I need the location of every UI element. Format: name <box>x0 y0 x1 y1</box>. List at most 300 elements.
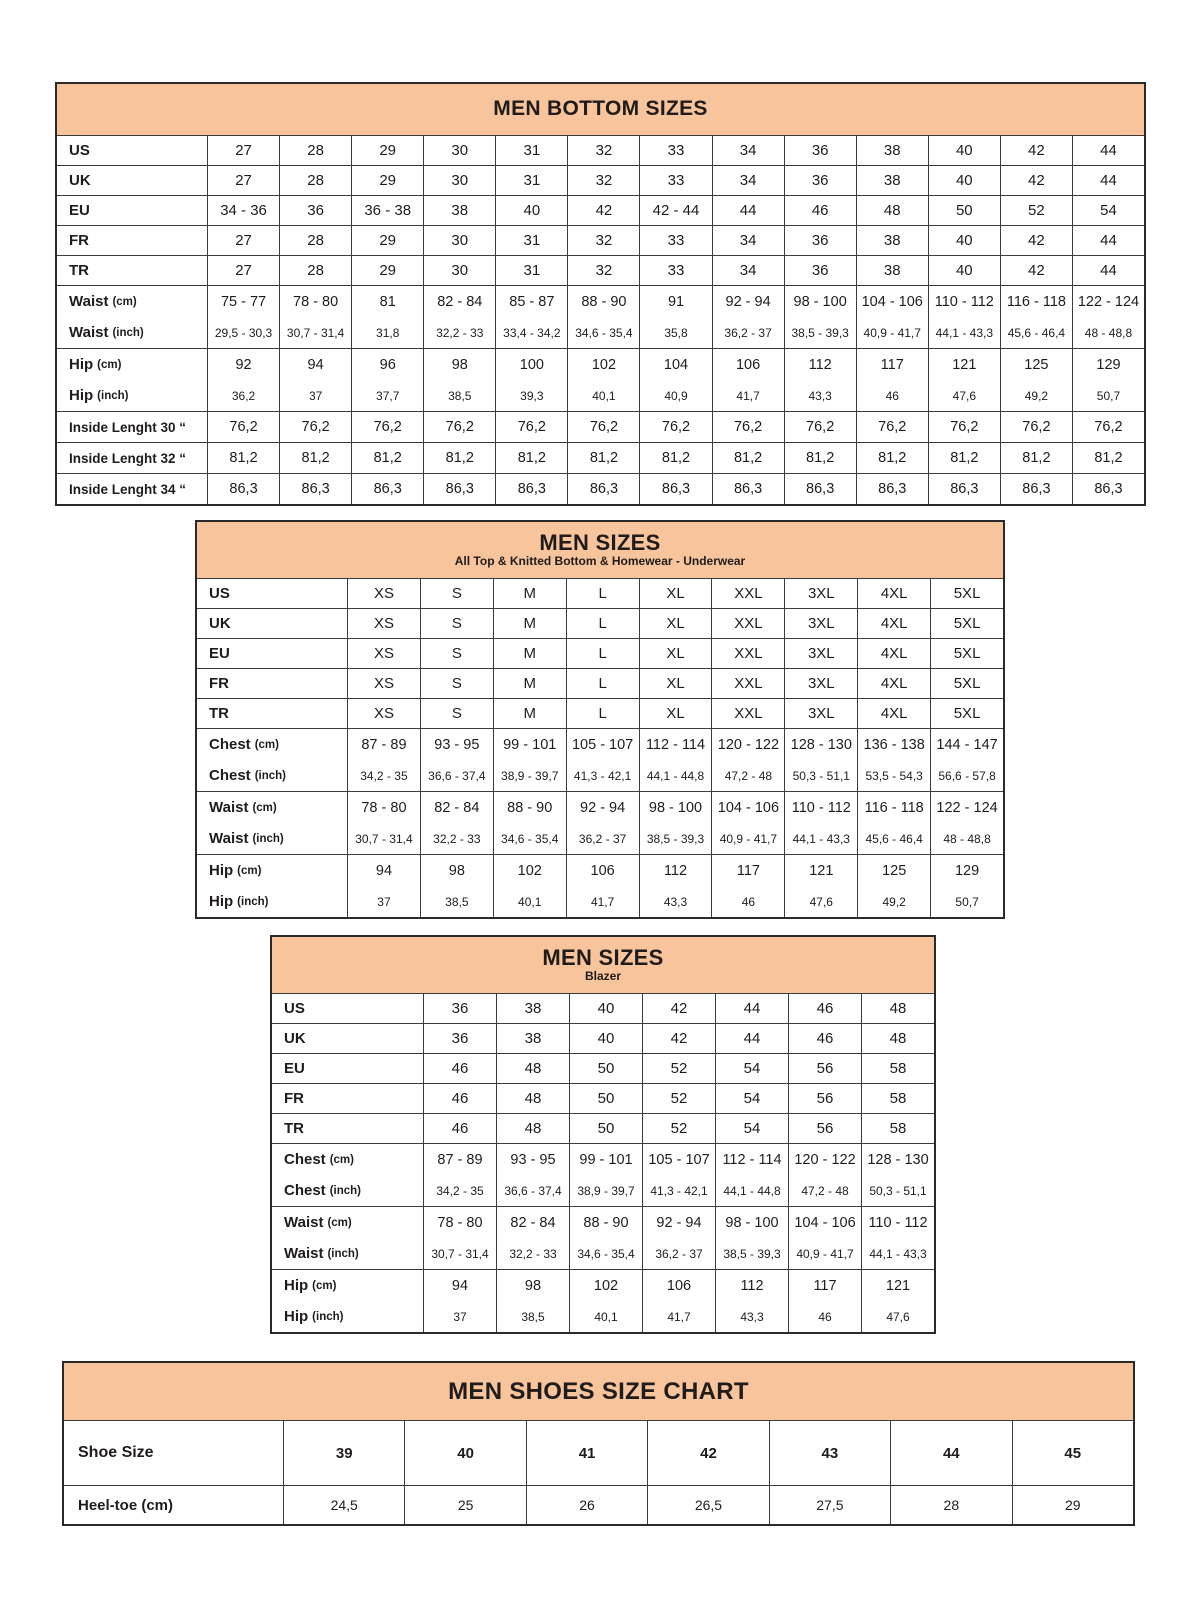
table-column <box>1000 256 1072 285</box>
table-column <box>711 669 784 698</box>
table-column <box>496 1114 569 1143</box>
table-cell: 40,1 <box>518 894 542 909</box>
table-cell: 106 <box>666 1277 692 1294</box>
row-label-unit: (cm) <box>252 801 277 814</box>
table-column <box>639 349 711 411</box>
table-cell: 86,3 <box>950 481 979 497</box>
table-cell: 47,2 - 48 <box>724 768 773 783</box>
table-column <box>351 256 423 285</box>
table-cell: 48 <box>889 1030 907 1047</box>
table-column <box>861 1270 934 1332</box>
table-column <box>347 579 420 608</box>
table-row-group <box>197 791 1003 854</box>
row-label-unit: (cm) <box>254 738 279 751</box>
row-label <box>209 699 347 728</box>
table-column <box>930 855 1003 917</box>
table-cell: 50,7 <box>1096 388 1121 403</box>
table-cell: 28 <box>307 232 324 249</box>
row-label-column <box>57 443 207 473</box>
table-column <box>784 792 857 854</box>
table-cell: 40 <box>955 232 973 249</box>
row-label <box>284 1144 423 1175</box>
row-label-text: TR <box>69 262 89 279</box>
row-label-unit: (inch) <box>312 1310 344 1323</box>
table-cell: 54 <box>743 1060 761 1077</box>
table-column <box>351 474 423 504</box>
table-cell: 50,7 <box>955 894 979 909</box>
table-men-shoes <box>62 1361 1135 1526</box>
table-row-group <box>272 1269 934 1332</box>
table-cell: 48 <box>524 1120 542 1137</box>
table-cell: 48 <box>883 202 901 219</box>
table-cell: 53,5 - 54,3 <box>865 768 923 783</box>
table-cell: 3XL <box>807 645 835 662</box>
table-cell: 112 <box>740 1277 764 1294</box>
row-label-column <box>272 994 423 1023</box>
table-column <box>712 474 784 504</box>
row-label <box>209 669 347 698</box>
table-column <box>423 1084 496 1113</box>
table-cell: 49,2 <box>882 894 906 909</box>
row-label <box>78 1421 283 1485</box>
table-column <box>861 1054 934 1083</box>
table-cell: 49,2 <box>1024 388 1049 403</box>
table-cell: 120 - 122 <box>717 736 780 753</box>
table-column <box>928 412 1000 442</box>
table-cell: 116 - 118 <box>1006 293 1066 310</box>
table-column <box>857 729 930 791</box>
table-cell: 94 <box>307 356 324 373</box>
row-label-unit: (inch) <box>237 895 269 908</box>
row-label-column <box>272 1084 423 1113</box>
table-row-group <box>197 579 1003 608</box>
table-cell: 30 <box>451 232 469 249</box>
table-cell: 34,6 - 35,4 <box>577 1246 635 1261</box>
table-column <box>1012 1421 1133 1485</box>
table-column <box>279 349 351 411</box>
table-column <box>856 166 928 195</box>
table-cell: 102 <box>593 1277 619 1294</box>
table-column <box>279 166 351 195</box>
row-label-column <box>272 1207 423 1269</box>
table-cell: 3XL <box>807 705 835 722</box>
table-column <box>639 669 712 698</box>
table-column <box>928 349 1000 411</box>
table-column <box>784 609 857 638</box>
table-row-group <box>57 225 1144 255</box>
table-column <box>928 256 1000 285</box>
table-cell: 40 <box>955 142 973 159</box>
table-header <box>272 937 934 994</box>
table-cell: 44,1 - 43,3 <box>792 831 850 846</box>
table-column <box>569 1270 642 1332</box>
row-label-text: Chest <box>284 1151 326 1168</box>
table-cell: 105 - 107 <box>571 736 634 753</box>
table-column <box>784 349 856 411</box>
table-column <box>423 1144 496 1206</box>
table-cell: XXL <box>734 645 763 662</box>
table-cell: 39,3 <box>520 388 544 403</box>
table-column <box>493 609 566 638</box>
table-cell: 43 <box>821 1444 839 1462</box>
table-cell: 29 <box>379 232 397 249</box>
table-cell: 106 <box>735 356 761 373</box>
table-cell: 38,9 - 39,7 <box>577 1183 635 1198</box>
table-cell: 41,7 <box>590 894 615 909</box>
row-label-text: Inside Lenght 32 “ <box>69 450 187 466</box>
table-cell: 98 - 100 <box>793 293 847 310</box>
table-cell: 94 <box>451 1277 469 1294</box>
table-column <box>890 1486 1011 1524</box>
table-column <box>784 256 856 285</box>
table-column <box>207 226 279 255</box>
table-cell: 52 <box>670 1090 688 1107</box>
table-column <box>566 792 639 854</box>
table-cell: 38 <box>451 202 469 219</box>
table-cell: XS <box>373 645 394 662</box>
table-cell: 42 <box>670 1030 688 1047</box>
table-cell: 32,2 - 33 <box>509 1246 557 1261</box>
table-column <box>928 136 1000 165</box>
table-column <box>496 1207 569 1269</box>
table-column <box>642 1144 715 1206</box>
table-cell: S <box>451 675 462 692</box>
table-cell: M <box>523 675 536 692</box>
table-cell: 82 - 84 <box>437 293 483 310</box>
table-column <box>495 226 567 255</box>
table-row-group <box>57 473 1144 504</box>
row-label-text: FR <box>209 675 229 692</box>
table-column <box>496 994 569 1023</box>
table-column <box>715 1207 788 1269</box>
table-column <box>639 729 712 791</box>
table-column <box>423 226 495 255</box>
table-cell: 32 <box>595 142 613 159</box>
table-column <box>712 166 784 195</box>
table-column <box>1012 1486 1133 1524</box>
table-column <box>642 1054 715 1083</box>
table-column <box>1072 443 1144 473</box>
table-column <box>639 855 712 917</box>
table-cell: 5XL <box>953 615 981 632</box>
table-cell: 82 - 84 <box>434 799 480 816</box>
table-column <box>567 226 639 255</box>
table-cell: 42 <box>1028 262 1045 279</box>
row-label <box>284 994 423 1023</box>
table-cell: 86,3 <box>229 481 258 497</box>
table-cell: 125 <box>1024 356 1049 373</box>
table-column <box>788 994 861 1023</box>
table-cell: XXL <box>734 615 763 632</box>
table-cell: 25 <box>457 1497 474 1513</box>
table-cell: 98 - 100 <box>725 1214 779 1231</box>
row-label-unit: (inch) <box>327 1247 359 1260</box>
row-label-unit: (inch) <box>252 832 284 845</box>
table-cell: 34,2 - 35 <box>360 768 408 783</box>
table-cell: 5XL <box>953 675 981 692</box>
row-label <box>69 136 207 165</box>
table-column <box>642 994 715 1023</box>
table-cell: 110 - 112 <box>791 799 851 816</box>
table-cell: 87 - 89 <box>437 1151 483 1168</box>
row-label-unit: (cm) <box>237 864 262 877</box>
row-label-unit: (cm) <box>97 358 122 371</box>
table-column <box>495 286 567 348</box>
table-cell: 45 <box>1064 1444 1082 1462</box>
table-row-group <box>272 1113 934 1143</box>
table-column <box>861 1207 934 1269</box>
table-column <box>890 1421 1011 1485</box>
table-cell: 38 <box>883 232 901 249</box>
row-label-text: UK <box>69 172 91 189</box>
table-cell: 41,7 <box>736 388 760 403</box>
table-column <box>928 286 1000 348</box>
row-label-column <box>272 1270 423 1332</box>
table-cell: 42 <box>700 1444 717 1462</box>
table-cell: 27 <box>235 262 252 279</box>
table-column <box>712 256 784 285</box>
table-row-group <box>57 348 1144 411</box>
table-column <box>1072 474 1144 504</box>
table-row-group <box>272 1023 934 1053</box>
table-column <box>351 166 423 195</box>
table-cell: 36,6 - 37,4 <box>428 768 486 783</box>
table-column <box>569 1207 642 1269</box>
table-cell: 50,3 - 51,1 <box>869 1183 927 1198</box>
table-cell: 31,8 <box>376 325 400 340</box>
table-column <box>1000 412 1072 442</box>
table-cell: 76,2 <box>301 419 330 435</box>
table-column <box>423 1270 496 1332</box>
row-label-unit: (inch) <box>254 769 286 782</box>
table-column <box>569 1024 642 1053</box>
table-cell: 104 <box>663 356 689 373</box>
table-column <box>207 443 279 473</box>
table-cell: 40,9 <box>664 388 688 403</box>
table-column <box>495 412 567 442</box>
row-label-column <box>197 579 347 608</box>
row-label <box>209 639 347 668</box>
table-cell: 36 <box>811 232 829 249</box>
table-men-bottom-sizes <box>55 82 1146 506</box>
table-column <box>1072 166 1144 195</box>
table-cell: 29,5 - 30,3 <box>214 325 273 340</box>
row-label-column <box>64 1421 283 1485</box>
table-cell: 76,2 <box>661 419 691 435</box>
table-column <box>712 412 784 442</box>
table-cell: 34 <box>739 262 757 279</box>
table-row-group <box>57 195 1144 225</box>
table-column <box>639 699 712 728</box>
table-cell: 50 <box>597 1090 615 1107</box>
row-label <box>69 474 207 504</box>
row-label <box>209 609 347 638</box>
row-label-text: EU <box>69 202 90 219</box>
row-label-text: FR <box>69 232 89 249</box>
table-column <box>856 412 928 442</box>
table-cell: 81 <box>379 293 396 310</box>
table-column <box>642 1084 715 1113</box>
row-label-text: US <box>284 1000 305 1017</box>
table-cell: 93 - 95 <box>510 1151 556 1168</box>
table-cell: 121 <box>885 1277 911 1294</box>
table-cell: 47,2 - 48 <box>801 1183 849 1198</box>
row-label-text: US <box>69 142 90 159</box>
table-cell: 76,2 <box>1094 419 1123 435</box>
table-cell: 44,1 - 44,8 <box>646 768 705 783</box>
table-row-group <box>57 165 1144 195</box>
table-cell: 36,2 <box>231 388 256 403</box>
table-row-group <box>57 411 1144 442</box>
table-column <box>784 226 856 255</box>
table-cell: XS <box>373 705 394 722</box>
table-row-group <box>57 136 1144 165</box>
table-column <box>784 474 856 504</box>
row-label-text: Heel-toe (cm) <box>78 1496 174 1514</box>
table-cell: 42 <box>1028 142 1045 159</box>
table-cell: M <box>523 645 536 662</box>
table-cell: 46 <box>451 1090 469 1107</box>
table-cell: 46 <box>885 388 899 403</box>
table-row-group <box>197 638 1003 668</box>
table-cell: 36 <box>811 262 829 279</box>
table-column <box>347 855 420 917</box>
row-label <box>69 226 207 255</box>
table-cell: 48 - 48,8 <box>943 831 991 846</box>
table-cell: 30,7 - 31,4 <box>355 831 413 846</box>
table-column <box>1072 412 1144 442</box>
table-cell: 93 - 95 <box>434 736 480 753</box>
table-column <box>711 699 784 728</box>
table-cell: 48 <box>889 1000 907 1017</box>
table-cell: 40,9 - 41,7 <box>863 325 921 340</box>
table-column <box>569 1084 642 1113</box>
table-cell: 110 - 112 <box>934 293 994 310</box>
table-column <box>567 136 639 165</box>
row-label-text: Waist <box>69 293 109 310</box>
table-cell: 3XL <box>807 615 835 632</box>
table-cell: 92 - 94 <box>725 293 771 310</box>
table-column <box>404 1421 525 1485</box>
table-cell: 122 - 124 <box>936 799 998 816</box>
row-label <box>69 349 207 380</box>
table-cell: 78 - 80 <box>361 799 407 816</box>
table-cell: 76,2 <box>806 419 835 435</box>
table-cell: 81,2 <box>661 450 691 466</box>
row-label-text: Hip <box>284 1277 309 1294</box>
table-column <box>566 699 639 728</box>
table-cell: 37 <box>453 1309 467 1324</box>
table-cell: 125 <box>882 862 907 879</box>
table-cell: 81,2 <box>589 450 619 466</box>
table-column <box>788 1054 861 1083</box>
row-label-text: Hip <box>69 356 94 373</box>
table-column <box>712 226 784 255</box>
table-cell: 98 <box>448 862 465 879</box>
table-cell: 86,3 <box>373 481 402 497</box>
row-label-column <box>57 196 207 225</box>
table-column <box>930 669 1003 698</box>
table-cell: 36 <box>451 1030 469 1047</box>
table-cell: 34 - 36 <box>220 202 267 219</box>
table-cell: 86,3 <box>445 481 474 497</box>
table-cell: 40 <box>955 172 973 189</box>
table-cell: 56 <box>816 1120 834 1137</box>
table-cell: 92 - 94 <box>580 799 626 816</box>
table-cell: 76,2 <box>589 419 619 435</box>
table-cell: 27,5 <box>816 1497 844 1513</box>
table-cell: 31 <box>523 232 541 249</box>
table-column <box>567 443 639 473</box>
table-cell: 28 <box>307 262 324 279</box>
table-column <box>930 699 1003 728</box>
table-column <box>784 196 856 225</box>
table-column <box>567 412 639 442</box>
table-column <box>769 1421 890 1485</box>
table-men-sizes-tops <box>195 520 1005 919</box>
table-column <box>207 196 279 225</box>
table-cell: 40 <box>955 262 973 279</box>
row-label-text: Inside Lenght 34 “ <box>69 481 187 497</box>
table-cell: 144 - 147 <box>936 736 998 753</box>
table-column <box>423 166 495 195</box>
table-column <box>856 136 928 165</box>
table-column <box>639 226 711 255</box>
table-cell: 76,2 <box>733 419 763 435</box>
table-cell: 86,3 <box>806 481 835 497</box>
table-column <box>857 639 930 668</box>
table-cell: 86,3 <box>661 481 691 497</box>
table-column <box>569 1054 642 1083</box>
table-column <box>420 699 493 728</box>
table-cell: 41 <box>578 1444 596 1462</box>
table-column <box>493 639 566 668</box>
table-cell: 81,2 <box>445 450 474 466</box>
table-cell: 34,6 - 35,4 <box>501 831 559 846</box>
table-column <box>423 136 495 165</box>
table-cell: 112 - 114 <box>722 1151 782 1168</box>
table-column <box>784 669 857 698</box>
table-cell: 40 <box>597 1000 615 1017</box>
table-cell: 40,9 - 41,7 <box>796 1246 854 1261</box>
table-cell: 121 <box>952 356 977 373</box>
row-label-text: Hip <box>209 893 234 910</box>
table-title: MEN SHOES SIZE CHART <box>448 1377 749 1405</box>
table-column <box>784 699 857 728</box>
table-column <box>279 474 351 504</box>
table-column <box>567 196 639 225</box>
table-cell: 102 <box>517 862 542 879</box>
table-cell: 56 <box>816 1060 834 1077</box>
table-column <box>404 1486 525 1524</box>
table-column <box>423 349 495 411</box>
row-label-column <box>197 699 347 728</box>
table-row-group <box>57 442 1144 473</box>
row-label <box>284 1175 423 1206</box>
row-label-unit: (cm) <box>312 1279 337 1292</box>
table-cell: 112 - 114 <box>645 736 706 753</box>
table-cell: 99 - 101 <box>579 1151 633 1168</box>
table-column <box>856 286 928 348</box>
table-row-group <box>272 994 934 1023</box>
table-column <box>423 1054 496 1083</box>
table-cell: 30,7 - 31,4 <box>286 325 345 340</box>
table-cell: 30 <box>451 262 469 279</box>
row-label <box>69 196 207 225</box>
table-cell: 76,2 <box>445 419 474 435</box>
table-cell: 34 <box>739 172 757 189</box>
table-column <box>928 443 1000 473</box>
